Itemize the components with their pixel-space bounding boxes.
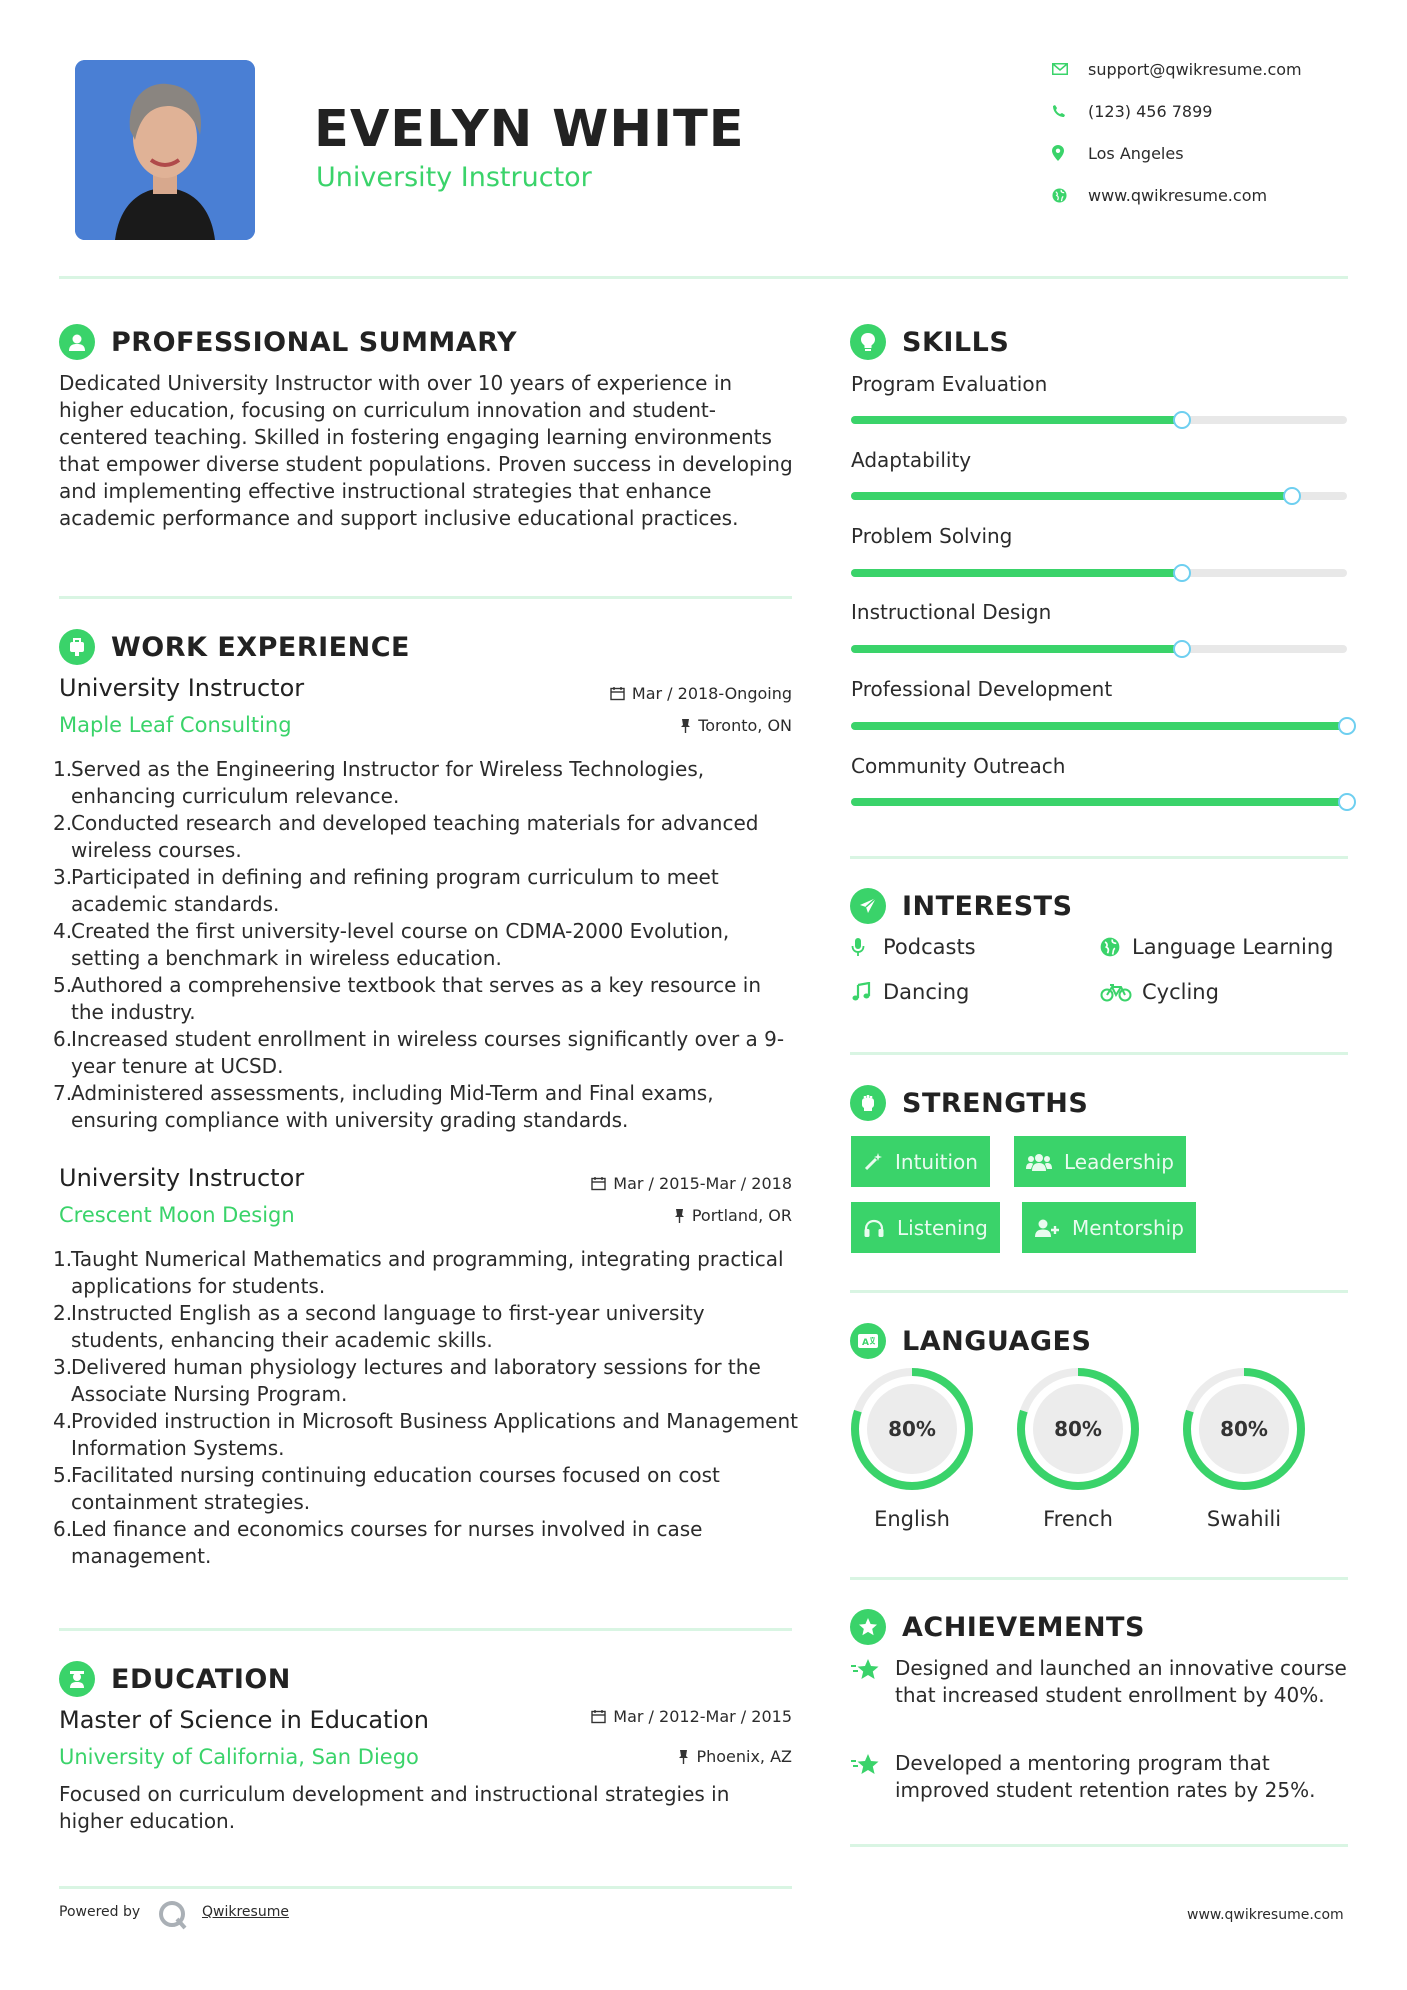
headphones-icon xyxy=(863,1218,885,1238)
interest-cycling: Cycling xyxy=(1100,980,1219,1004)
job-2-responsibilities xyxy=(53,1246,798,1570)
skill-fill xyxy=(851,645,1182,653)
list-item: 1. Served as the Engineering Instructor for Wireless Technologies, enhancing curriculum relevance. xyxy=(53,757,705,808)
skill-bar xyxy=(851,645,1347,653)
skill-fill xyxy=(851,798,1347,806)
candidate-name: EVELYN WHITE xyxy=(314,100,745,159)
envelope-icon xyxy=(1052,63,1088,75)
graduation-icon xyxy=(59,1661,95,1697)
list-item: 5. Authored a comprehensive textbook that serves as a key resource in the industry. xyxy=(53,973,762,1024)
header-divider xyxy=(59,276,1348,279)
skill-knob xyxy=(1338,793,1356,811)
job-1-location: Toronto, ON xyxy=(490,716,792,735)
job-1-title: University Instructor xyxy=(59,674,305,702)
list-item: 7. Administered assessments, including Mid-Term and Final exams, ensuring compliance with university grading standards. xyxy=(53,1081,714,1132)
skill-fill xyxy=(851,416,1182,424)
language-label: Swahili xyxy=(1206,1507,1282,1531)
strengths-heading: STRENGTHS xyxy=(850,1083,1088,1123)
language-ring xyxy=(850,1367,974,1491)
list-item: 1. Taught Numerical Mathematics and programming, integrating practical applications for students. xyxy=(53,1247,784,1298)
language-french xyxy=(1016,1367,1140,1531)
skill-bar xyxy=(851,798,1347,806)
pushpin-icon xyxy=(678,1749,689,1765)
skill-knob xyxy=(1173,411,1191,429)
education-degree: Master of Science in Education xyxy=(59,1706,430,1734)
calendar-icon xyxy=(591,1709,606,1724)
skill-bar xyxy=(851,416,1347,424)
interest-dancing: Dancing xyxy=(851,980,969,1004)
skill-fill xyxy=(851,492,1292,500)
contact-email[interactable]: support@qwikresume.com xyxy=(1052,56,1302,82)
language-english xyxy=(850,1367,974,1531)
svg-text:A: A xyxy=(862,1338,869,1348)
summary-heading: PROFESSIONAL SUMMARY xyxy=(59,322,517,362)
user-icon xyxy=(59,324,95,360)
qwikresume-logo-icon xyxy=(157,1899,189,1935)
achievement-item: Developed a mentoring program that improved student retention rates by 25%. xyxy=(850,1750,1348,1804)
list-item: 2. Instructed English as a second language to first-year university students, enhancing their academic skills. xyxy=(53,1301,705,1352)
calendar-icon xyxy=(591,1176,606,1191)
strength-mentorship: Mentorship xyxy=(1022,1202,1196,1253)
list-item: 5. Facilitated nursing continuing education courses focused on cost containment strategies. xyxy=(53,1463,720,1514)
skill-knob xyxy=(1338,717,1356,735)
globe-icon xyxy=(1100,937,1132,957)
job-1-date: Mar / 2018-Ongoing xyxy=(490,684,792,703)
list-item: 6. Increased student enrollment in wireless courses significantly over a 9-year tenure at UCSD. xyxy=(53,1027,785,1078)
interest-podcasts: Podcasts xyxy=(851,935,976,959)
list-item: 4. Provided instruction in Microsoft Business Applications and Management Information Systems. xyxy=(53,1409,799,1460)
strength-intuition: Intuition xyxy=(851,1136,990,1187)
star-icon xyxy=(850,1609,886,1645)
fist-icon xyxy=(850,1085,886,1121)
summary-text: Dedicated University Instructor with over 10 years of experience in higher education, focusing on curriculum innovation and student-centered teaching. Skilled in fostering engaging learning environments that empower diverse student populations. Proven success in developing and implementing effective instructional strategies that enhance academic performance and support inclusive educational practices. xyxy=(59,371,793,530)
skill-fill xyxy=(851,569,1182,577)
pushpin-icon xyxy=(674,1208,685,1224)
star-icon xyxy=(850,1655,895,1709)
skill-fill xyxy=(851,722,1347,730)
magic-wand-icon xyxy=(863,1152,883,1172)
skill-bar xyxy=(851,492,1347,500)
skills-divider xyxy=(850,856,1348,859)
interests-divider xyxy=(850,1052,1348,1055)
interests-heading: INTERESTS xyxy=(850,886,1073,926)
job-2-location: Portland, OR xyxy=(490,1206,792,1225)
music-note-icon xyxy=(851,982,883,1002)
pushpin-icon xyxy=(680,718,691,734)
skill-bar xyxy=(851,569,1347,577)
list-item: 2. Conducted research and developed teaching materials for advanced wireless courses. xyxy=(53,811,759,862)
footer-website-link[interactable]: www.qwikresume.com xyxy=(1187,1907,1344,1923)
strength-leadership: Leadership xyxy=(1014,1136,1186,1187)
strengths-divider xyxy=(850,1290,1348,1293)
languages-divider xyxy=(850,1577,1348,1580)
skill-bar xyxy=(851,722,1347,730)
education-heading: EDUCATION xyxy=(59,1659,291,1699)
skill-label: Professional Development xyxy=(851,677,1113,701)
contact-location: Los Angeles xyxy=(1052,140,1184,166)
list-item: 3. Delivered human physiology lectures and laboratory sessions for the Associate Nursing Program. xyxy=(53,1355,761,1406)
profile-photo xyxy=(75,60,255,240)
job-2-company: Crescent Moon Design xyxy=(59,1203,295,1227)
achievement-item: Designed and launched an innovative course that increased student enrollment by 40%. xyxy=(850,1655,1348,1709)
education-date: Mar / 2012-Mar / 2015 xyxy=(490,1707,792,1726)
language-label: English xyxy=(874,1507,950,1531)
skill-label: Community Outreach xyxy=(851,754,1066,778)
skill-knob xyxy=(1173,564,1191,582)
language-icon xyxy=(850,1323,886,1359)
language-percent: 80% xyxy=(1054,1417,1102,1441)
job-1-responsibilities xyxy=(53,756,798,1134)
education-school: University of California, San Diego xyxy=(59,1745,419,1769)
education-description: Focused on curriculum development and instructional strategies in higher education. xyxy=(59,1782,730,1833)
globe-icon xyxy=(1052,188,1088,203)
education-divider xyxy=(59,1886,792,1889)
microphone-icon xyxy=(851,937,883,957)
job-2-title: University Instructor xyxy=(59,1164,305,1192)
language-ring xyxy=(1016,1367,1140,1491)
brand-link[interactable]: Qwikresume xyxy=(202,1904,289,1920)
contact-phone[interactable]: (123) 456 7899 xyxy=(1052,98,1212,124)
list-item: 6. Led finance and economics courses for nurses involved in case management. xyxy=(53,1517,703,1568)
education-location: Phoenix, AZ xyxy=(490,1747,792,1766)
achievements-heading: ACHIEVEMENTS xyxy=(850,1607,1145,1647)
paper-plane-icon xyxy=(850,888,886,924)
interest-language-learning: Language Learning xyxy=(1100,935,1333,959)
lightbulb-icon xyxy=(850,324,886,360)
contact-website[interactable]: www.qwikresume.com xyxy=(1052,182,1267,208)
skill-label: Instructional Design xyxy=(851,600,1052,624)
list-item: 3. Participated in defining and refining program curriculum to meet academic standards. xyxy=(53,865,719,916)
skill-knob xyxy=(1173,640,1191,658)
user-plus-icon xyxy=(1034,1218,1060,1238)
powered-by-label: Powered by xyxy=(59,1904,141,1920)
candidate-role: University Instructor xyxy=(316,162,592,193)
language-ring xyxy=(1182,1367,1306,1491)
achievements-divider xyxy=(850,1844,1348,1847)
skill-knob xyxy=(1283,487,1301,505)
job-2-date: Mar / 2015-Mar / 2018 xyxy=(490,1174,792,1193)
language-label: French xyxy=(1043,1507,1113,1531)
languages-heading: A LANGUAGES xyxy=(850,1321,1091,1361)
map-pin-icon xyxy=(1052,145,1088,161)
skill-label: Program Evaluation xyxy=(851,372,1048,396)
phone-icon xyxy=(1052,104,1088,118)
briefcase-icon xyxy=(59,629,95,665)
skill-label: Adaptability xyxy=(851,448,972,472)
language-percent: 80% xyxy=(1220,1417,1268,1441)
work-divider xyxy=(59,1628,792,1631)
star-icon xyxy=(850,1750,895,1804)
bicycle-icon xyxy=(1100,982,1142,1002)
users-icon xyxy=(1026,1152,1052,1172)
work-heading: WORK EXPERIENCE xyxy=(59,627,410,667)
language-percent: 80% xyxy=(888,1417,936,1441)
language-swahili xyxy=(1182,1367,1306,1531)
summary-divider xyxy=(59,596,792,599)
job-1-company: Maple Leaf Consulting xyxy=(59,713,292,737)
list-item: 4. Created the first university-level course on CDMA-2000 Evolution, setting a benchmark in wireless education. xyxy=(53,919,730,970)
skill-label: Problem Solving xyxy=(851,524,1013,548)
calendar-icon xyxy=(610,686,625,701)
skills-heading: SKILLS xyxy=(850,322,1009,362)
strength-listening: Listening xyxy=(851,1202,1000,1253)
